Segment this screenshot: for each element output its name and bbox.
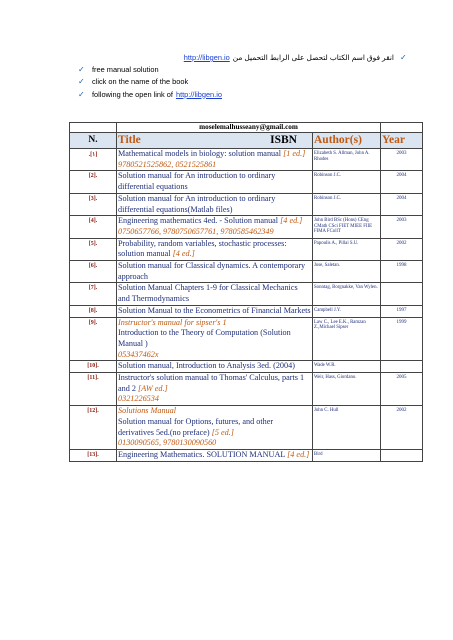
book-title-link[interactable] bbox=[117, 449, 313, 461]
bullet-text: following the open link of bbox=[92, 89, 173, 99]
row-number: [13]. bbox=[70, 449, 117, 461]
bullet-text: click on the name of the book bbox=[92, 77, 189, 87]
row-authors: Campbell J.Y. bbox=[313, 305, 381, 317]
row-authors: Wade W.R. bbox=[313, 361, 381, 373]
isbn-value: 9780521525862, 0521525861 bbox=[118, 159, 217, 169]
row-year: 1997 bbox=[381, 305, 423, 317]
edition-label: Solutions Manual bbox=[118, 406, 176, 416]
book-title-link[interactable] bbox=[117, 171, 313, 193]
row-year bbox=[381, 361, 423, 373]
row-authors: Weir, Hass, Giordano. bbox=[313, 373, 381, 406]
edition-label: Instructor's manual for sipser's 1 bbox=[118, 317, 227, 327]
arabic-link[interactable]: http://libgen.io bbox=[183, 53, 230, 62]
title-text: Solution Manual to the Econometrics of Financial Markets bbox=[118, 305, 311, 315]
isbn-value: 0130090565, 9780130090560 bbox=[118, 438, 217, 448]
row-year: 1998 bbox=[381, 261, 423, 283]
row-authors: Bird bbox=[313, 449, 381, 461]
isbn-value: 0750657766, 9780750657761, 9780585462349 bbox=[118, 226, 274, 236]
title-text: Engineering Mathematics. SOLUTION MANUAL bbox=[118, 449, 288, 459]
row-authors: Jose, Saletan. bbox=[313, 261, 381, 283]
libgen-link[interactable]: http://libgen.io bbox=[175, 89, 222, 99]
row-number: [6]. bbox=[70, 261, 117, 283]
header-number: N. bbox=[70, 133, 117, 149]
row-year: 2002 bbox=[381, 406, 423, 450]
table-row bbox=[70, 193, 423, 215]
edition-label: [4 ed.] bbox=[172, 249, 195, 259]
bullet-free-manual bbox=[78, 64, 408, 76]
edition-label: [4 ed.] bbox=[287, 449, 310, 459]
row-number: [12]. bbox=[70, 406, 117, 450]
table-row bbox=[70, 449, 423, 461]
email-address[interactable]: moselemalhusseany@gmail.com bbox=[117, 123, 381, 133]
table-row bbox=[70, 361, 423, 373]
book-title-link[interactable] bbox=[117, 361, 313, 373]
bullet-open-link bbox=[78, 89, 408, 101]
title-text: Probability, random variables, stochastic processes: solution manual bbox=[118, 238, 287, 259]
bullet-click-name bbox=[78, 76, 408, 88]
row-year bbox=[381, 449, 423, 461]
book-title-link[interactable] bbox=[117, 261, 313, 283]
header-authors: Author(s) bbox=[313, 133, 381, 149]
intro-block bbox=[78, 52, 408, 101]
table-row bbox=[70, 216, 423, 238]
row-number: [8]. bbox=[70, 305, 117, 317]
title-text: Solution manual for An introduction to ordinary differential equations(Matlab files) bbox=[118, 193, 276, 214]
title-text: Engineering mathematics 4ed. - Solution manual bbox=[118, 216, 281, 226]
row-year: 2005 bbox=[381, 373, 423, 406]
edition-label: [AW ed.] bbox=[138, 383, 168, 393]
row-year bbox=[381, 283, 423, 305]
table-row bbox=[70, 373, 423, 406]
isbn-value: 053437462x bbox=[118, 349, 159, 359]
book-title-link[interactable] bbox=[117, 149, 313, 171]
row-number: [2]. bbox=[70, 171, 117, 193]
arabic-text: انقر فوق اسم الكتاب لتحصل على الرابط التحميل من bbox=[232, 53, 394, 62]
title-text: Solution manual for An introduction to ordinary differential equations bbox=[118, 171, 276, 192]
row-number: [5]. bbox=[70, 238, 117, 260]
bullet-text: free manual solution bbox=[92, 65, 159, 75]
row-number: [9]. bbox=[70, 317, 117, 361]
row-year: 2003 bbox=[381, 216, 423, 238]
row-authors: Elizabeth S. Allman, John A. Rhodes bbox=[313, 149, 381, 171]
row-authors: John Bird BSc (Hons) CEng CMath CSci FIET MIEE FIIE FIMA FCollT bbox=[313, 216, 381, 238]
table-row bbox=[70, 305, 423, 317]
row-number: [7]. bbox=[70, 283, 117, 305]
book-title-link[interactable] bbox=[117, 283, 313, 305]
row-authors: Sonntag, Borgnakke, Van Wylen. bbox=[313, 283, 381, 305]
book-title-link[interactable] bbox=[117, 305, 313, 317]
book-title-link[interactable] bbox=[117, 373, 313, 406]
title-text: Introduction to the Theory of Computation (Solution Manual ) bbox=[118, 328, 291, 348]
title-text: Solution Manual Chapters 1-9 for Classical Mechanics and Thermodynamics bbox=[118, 283, 298, 304]
title-text: Instructor's solution manual to Thomas' Calculus, parts 1 and 2 bbox=[118, 373, 305, 393]
row-year: 2003 bbox=[381, 149, 423, 171]
table-row bbox=[70, 283, 423, 305]
row-authors: Robinson J.C. bbox=[313, 171, 381, 193]
checkmark-icon: ✓ bbox=[400, 53, 407, 62]
checkmark-icon: ✓ bbox=[78, 65, 85, 75]
row-year: 2004 bbox=[381, 171, 423, 193]
isbn-value: 0321226534 bbox=[118, 394, 159, 404]
row-number: [10]. bbox=[70, 361, 117, 373]
row-authors: Law C., Lee E.K., Ramzan Z.,Michael Sipser bbox=[313, 317, 381, 361]
checkmark-icon: ✓ bbox=[78, 77, 85, 87]
table-row bbox=[70, 171, 423, 193]
edition-label: [4 ed.] bbox=[280, 216, 303, 226]
table-row bbox=[70, 317, 423, 361]
row-number: [4]. bbox=[70, 216, 117, 238]
book-title-link[interactable] bbox=[117, 317, 313, 361]
title-text: Solution manual, Introduction to Analysis 3ed. (2004) bbox=[118, 361, 295, 371]
table-header bbox=[70, 133, 423, 149]
book-title-link[interactable] bbox=[117, 193, 313, 215]
checkmark-icon: ✓ bbox=[78, 89, 85, 99]
title-text: Solution manual for Options, futures, and other derivatives 5ed.(no preface) bbox=[118, 416, 274, 437]
book-title-link[interactable] bbox=[117, 406, 313, 450]
header-isbn: ISBN bbox=[270, 134, 297, 146]
row-number: [11]. bbox=[70, 373, 117, 406]
row-year: 2002 bbox=[381, 238, 423, 260]
book-title-link[interactable] bbox=[117, 238, 313, 260]
title-text: Mathematical models in biology: solution manual bbox=[118, 149, 284, 158]
row-number: [3]. bbox=[70, 193, 117, 215]
row-authors: Robinson J.C. bbox=[313, 193, 381, 215]
header-year: Year bbox=[381, 133, 423, 149]
table-row bbox=[70, 406, 423, 450]
table-row bbox=[70, 261, 423, 283]
book-title-link[interactable] bbox=[117, 216, 313, 238]
row-number: .[١] bbox=[70, 149, 117, 171]
row-year: 2004 bbox=[381, 193, 423, 215]
table-row bbox=[70, 149, 423, 171]
table-row bbox=[70, 238, 423, 260]
books-table bbox=[69, 122, 423, 462]
arabic-instruction bbox=[78, 52, 408, 64]
title-text: Solution manual for Classical dynamics. A contemporary approach bbox=[118, 261, 306, 281]
edition-label: [1 ed.] bbox=[283, 149, 306, 158]
edition-label: [5 ed.] bbox=[211, 427, 234, 437]
row-authors: Papoulis A., Pillai S.U. bbox=[313, 238, 381, 260]
row-authors: John C. Hull bbox=[313, 406, 381, 450]
header-title: Title ISBN bbox=[117, 133, 313, 149]
row-year: 1999 bbox=[381, 317, 423, 361]
